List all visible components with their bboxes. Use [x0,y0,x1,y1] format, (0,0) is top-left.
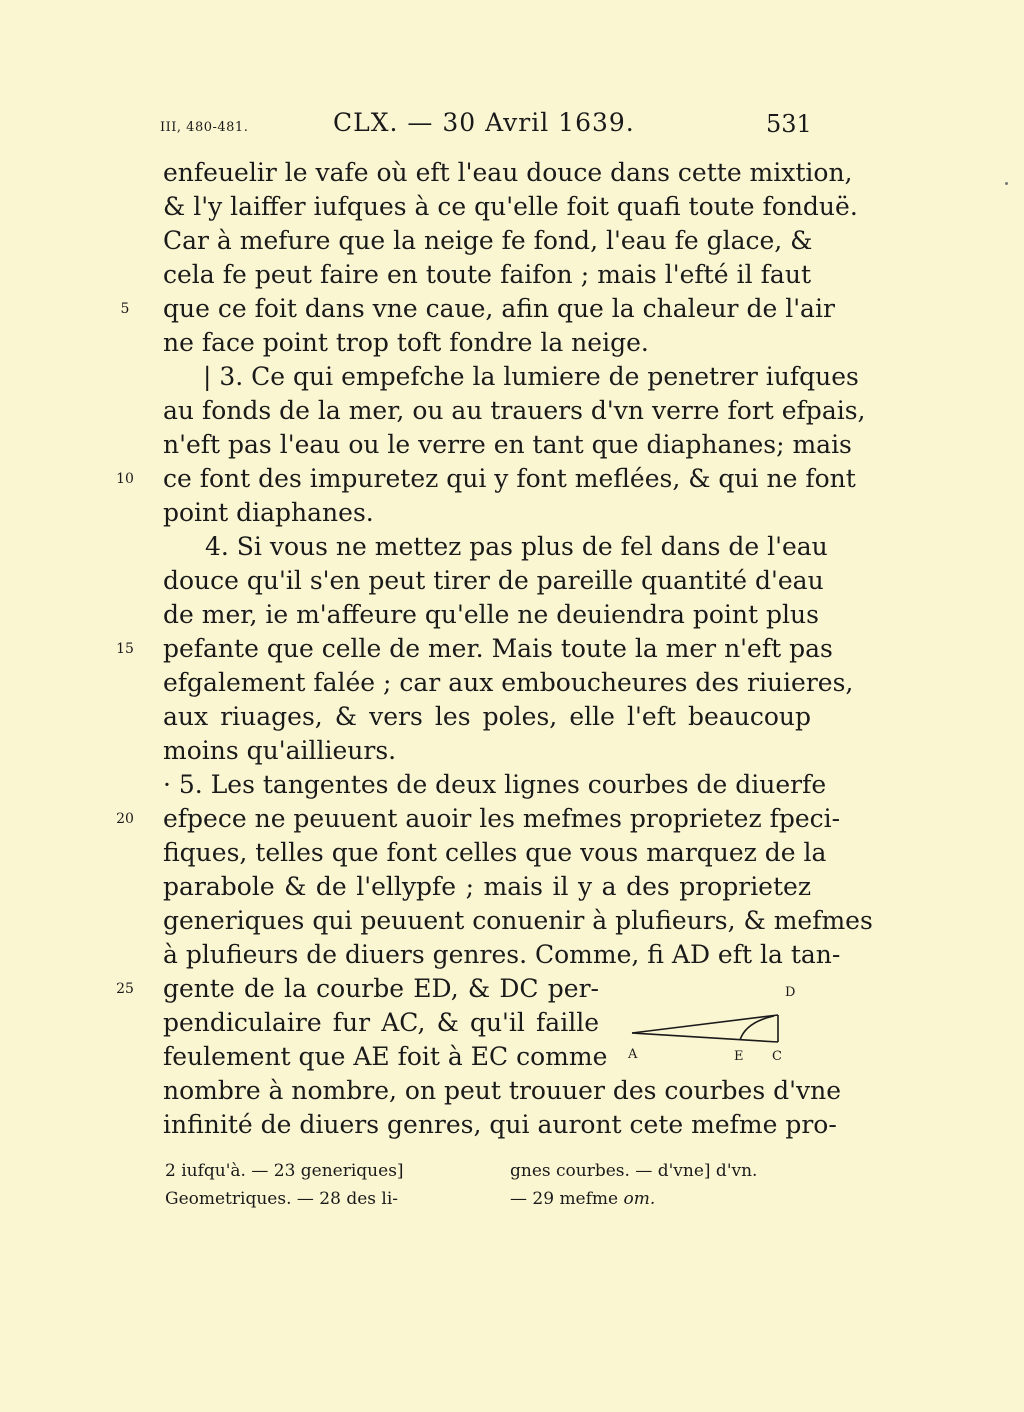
text-line: point diaphanes. [163,498,374,527]
text-line: | 3. Ce qui empefche la lumiere de penetrer iufques [203,362,859,391]
label-a: A [628,1047,638,1062]
tangent-figure [622,982,812,1070]
text-line: douce qu'il s'en peut tirer de pareille quantité d'eau [163,566,824,595]
text-line: fiques, telles que font celles que vous marquez de la [163,838,827,867]
text-line: à plufieurs de diuers genres. Comme, fi AD eft la tan- [163,940,841,969]
text-line: · 5. Les tangentes de deux lignes courbes de diuerfe [163,770,827,799]
line-number: 25 [116,981,134,997]
footnote-left-1: 2 iufqu'à. — 23 generiques] [165,1161,404,1181]
base-line-ac [632,1033,778,1042]
page-number: 531 [766,110,812,138]
tangent-line-ad [632,1015,778,1033]
footnote-right-2 [510,1184,810,1214]
text-line: pefante que celle de mer. Mais toute la mer n'eft pas [163,634,833,663]
running-header [0,108,1024,148]
footnote-right-1: gnes courbes. — d'vne] d'vn. [510,1161,758,1181]
label-d: D [785,985,796,1000]
line-number: 5 [120,301,130,317]
text-line: efgalement falée ; car aux emboucheures des riuieres, [163,668,854,697]
text-line: que ce foit dans vne caue, afin que la chaleur de l'air [163,294,835,323]
footnote-left-2: Geometriques. — 28 des li- [165,1189,399,1209]
text-line: aux riuages, & vers les poles, elle l'eft beaucoup [163,702,811,731]
text-line: nombre à nombre, on peut trouuer des courbes d'vne [163,1076,841,1105]
label-e: E [734,1049,744,1064]
footnote-right-2-text: — 29 mefme [510,1189,624,1209]
text-line: gente de la courbe ED, & DC per- [163,974,599,1003]
text-line: & l'y laiffer iufques à ce qu'elle foit quafi toute fonduë. [163,192,858,221]
text-line: enfeuelir le vafe où eft l'eau douce dans cette mixtion, [163,158,853,187]
text-line: pendiculaire fur AC, & qu'il faille [163,1008,599,1037]
text-line: cela fe peut faire en toute faifon ; mais l'efté il faut [163,260,811,289]
text-line: efpece ne peuuent auoir les mefmes proprietez fpeci- [163,804,841,833]
text-line: n'eft pas l'eau ou le verre en tant que diaphanes; mais [163,430,852,459]
text-line: moins qu'aillieurs. [163,736,397,765]
text-line: ce font des impuretez qui y font meflées, & qui ne font [163,464,856,493]
text-line: infinité de diuers genres, qui auront cete mefme pro- [163,1110,837,1139]
text-line: feulement que AE foit à EC comme [163,1042,608,1071]
line-number: 10 [116,471,134,487]
label-c: C [772,1049,782,1064]
tangent-diagram [622,982,812,1070]
letter-heading: CLX. — 30 Avril 1639. [333,108,635,137]
text-line: parabole & de l'ellypfe ; mais il y a des proprietez [163,872,811,901]
text-line: de mer, ie m'affeure qu'elle ne deuiendra point plus [163,600,819,629]
header-reference: III, 480-481. [160,120,249,135]
line-number: 15 [116,641,134,657]
text-line: Car à mefure que la neige fe fond, l'eau fe glace, & [163,226,813,255]
footnote-right-2-italic: om. [623,1189,656,1209]
text-line: au fonds de la mer, ou au trauers d'vn verre fort efpais, [163,396,866,425]
text-line: generiques qui peuuent conuenir à plufieurs, & mefmes [163,906,873,935]
ink-speck [1005,182,1008,185]
text-line: 4. Si vous ne mettez pas plus de fel dans de l'eau [205,532,828,561]
line-number: 20 [116,811,134,827]
text-line: ne face point trop toft fondre la neige. [163,328,649,357]
